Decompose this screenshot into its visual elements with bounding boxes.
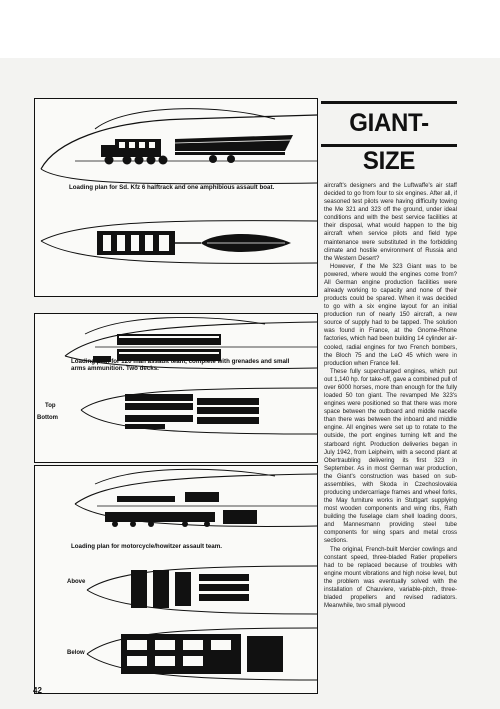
view-label-below: Below — [67, 650, 85, 656]
article-title-box — [321, 101, 457, 175]
body-paragraph: The original, French-built Mercier cowlings and constant speed, three-bladed Ratier propellers had to be replaced because of troubles with engine mount vibrations and high noise level, but the problem was eventually solved with the installation of Chauviere, variable-pitch, three-bladed propellers and revised radiators. Meanwhile, two small plywood — [324, 546, 457, 610]
body-paragraph: aircraft's designers and the Luftwaffe's air staff decided to go from four to six engines. After all, if seasoned test pilots were having difficulty towing the Me 321 and 323 off the ground, under ideal conditions and with the best service facilities at their disposal, what would happen to the big aircraft when service pilots and field type maintenance were substituted in the forbidding climate and hostile environment of Russia and the Western Desert? — [324, 183, 457, 262]
page-number: 42 — [33, 686, 42, 695]
figure-caption: Loading plan for Sd. Kfz 6 halftrack and one amphibious assault boat. — [69, 184, 275, 191]
halftrack-illustration — [35, 99, 317, 296]
assault-team-illustration — [35, 314, 317, 462]
article-title: GIANT-SIZE — [349, 109, 429, 175]
deck-label-bottom: Bottom — [37, 415, 58, 421]
view-label-above: Above — [67, 579, 86, 585]
body-paragraph: These fully supercharged engines, which put out 1,140 hp. for take-off, gave a combined pull of over 6000 horses, more than enough for the fully loaded 50 ton giant. The revamped Me 323's engines were positioned so that there was more space between the outboard and middle nacelle than there was between the inboard and middle engine. All engines were set up to rotate to the outside, the port engines turning left and the starboard right. Production deliveries began in July 1942, from Leipheim, with a second plant at Obertraubling delivering its first 323 in September. As in most German war production, the Giant's construction was based on sub-assemblies, with Skoda in Czechoslovakia producing undercarriage frames and wheel forks, the May furniture works in Stuttgart supplying most wooden components and wing ribs, Rath building the fuselage clam shell loading doors, and Mannesmann providing steel tube components for wing spars and metal cross sections. — [324, 368, 457, 545]
figure-halftrack-loading-plan — [34, 98, 318, 297]
page-top-margin — [0, 0, 500, 58]
figure-assault-team-loading-plan — [34, 313, 318, 463]
figure-motorcycle-howitzer-loading-plan — [34, 465, 318, 694]
deck-label-top: Top — [45, 403, 56, 409]
figure-caption: Loading plan for motorcycle/howitzer assault team. — [71, 543, 222, 550]
article-body — [324, 182, 457, 692]
figure-caption: Loading plan for 120 man assault team, complete with grenades and small arms ammunition. Two decks. — [71, 358, 290, 373]
body-paragraph: However, if the Me 323 Giant was to be powered, where would the engines come from? All German engine production facilities were already working to capacity and none of their products could be spared. When it was decided to go with a six engine layout for an initial production run of nearly 150 aircraft, a new source of supply had to be tapped. The solution was found in France, at the Gnome-Rhone factories, which had been building 14 cylinder air-cooled, radial engines for two French bombers, the Bloch 75 and the LeO 45 which were in production when France fell. — [324, 263, 457, 367]
